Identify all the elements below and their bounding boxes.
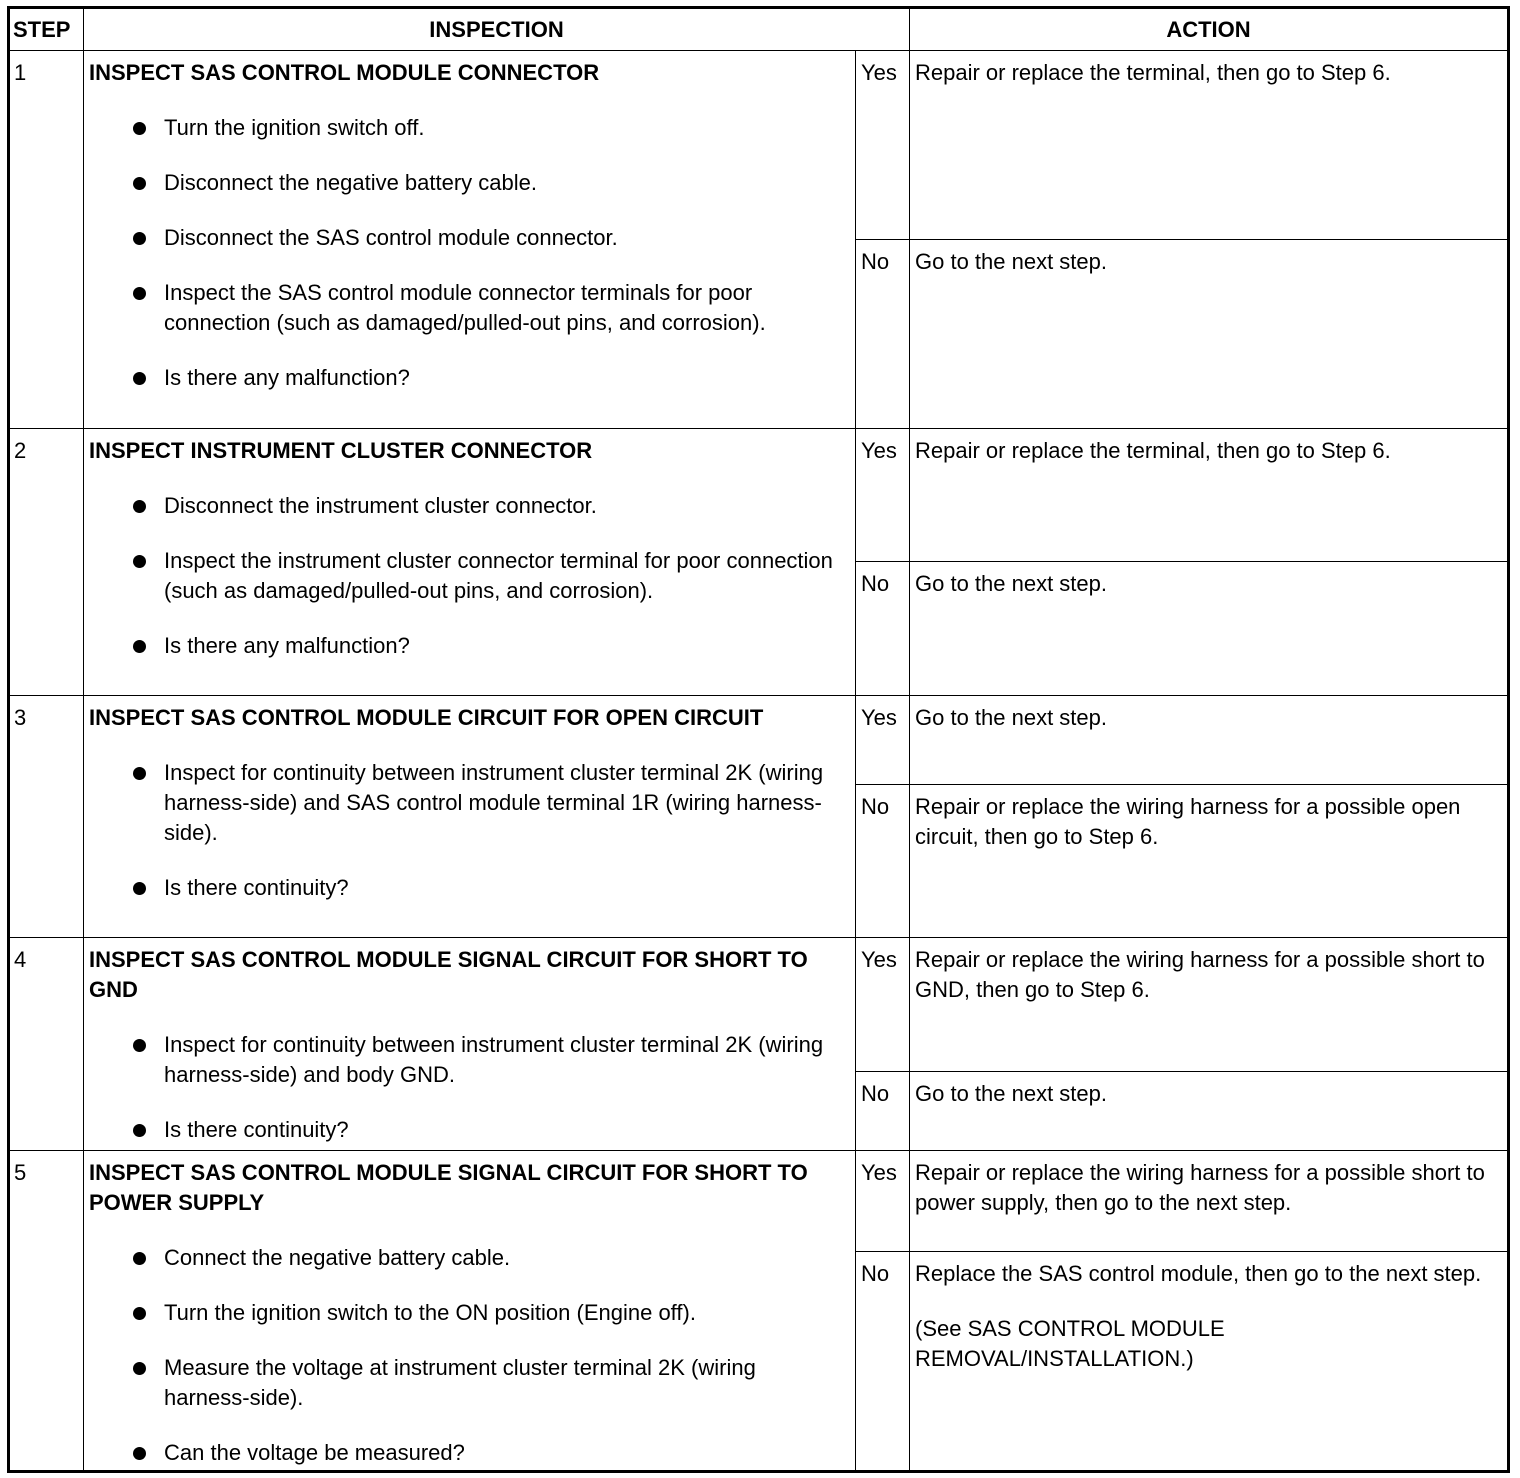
inspection-cell <box>84 51 856 429</box>
bullet-item: Connect the negative battery cable. <box>89 1243 847 1273</box>
bullet-item: Turn the ignition switch off. <box>89 113 847 143</box>
inspection-column-header: INSPECTION <box>84 8 910 51</box>
no-action-reference: (See SAS CONTROL MODULE REMOVAL/INSTALLATION.) <box>915 1316 1225 1371</box>
inspection-bullets <box>89 1243 847 1468</box>
no-action: Repair or replace the wiring harness for a possible open circuit, then go to Step 6. <box>910 785 1509 938</box>
step-row-yes <box>9 1151 1509 1252</box>
yes-action: Go to the next step. <box>910 696 1509 785</box>
no-label: No <box>856 1072 910 1151</box>
inspection-title: INSPECT INSTRUMENT CLUSTER CONNECTOR <box>89 438 593 463</box>
yes-action: Repair or replace the wiring harness for a possible short to power supply, then go to the next step. <box>910 1151 1509 1252</box>
header-row <box>9 8 1509 51</box>
bullet-item: Disconnect the instrument cluster connector. <box>89 491 847 521</box>
step-row-yes <box>9 51 1509 240</box>
no-label: No <box>856 1252 910 1472</box>
yes-action: Repair or replace the terminal, then go to Step 6. <box>910 429 1509 562</box>
inspection-cell <box>84 1151 856 1472</box>
diagnostic-table <box>7 6 1510 1473</box>
inspection-title: INSPECT SAS CONTROL MODULE SIGNAL CIRCUIT FOR SHORT TO GND <box>89 947 808 1002</box>
inspection-title: INSPECT SAS CONTROL MODULE CIRCUIT FOR OPEN CIRCUIT <box>89 705 764 730</box>
no-label: No <box>856 562 910 696</box>
no-label: No <box>856 240 910 429</box>
bullet-item: Is there any malfunction? <box>89 631 847 661</box>
no-action: Replace the SAS control module, then go to the next step. <box>915 1261 1482 1286</box>
yes-label: Yes <box>856 51 910 240</box>
yes-action: Repair or replace the wiring harness for a possible short to GND, then go to Step 6. <box>910 938 1509 1072</box>
yes-label: Yes <box>856 696 910 785</box>
inspection-bullets <box>89 1030 847 1145</box>
bullet-item: Is there continuity? <box>89 873 847 903</box>
yes-label: Yes <box>856 429 910 562</box>
bullet-item: Inspect for continuity between instrument cluster terminal 2K (wiring harness-side) and body GND. <box>89 1030 847 1090</box>
no-label: No <box>856 785 910 938</box>
step-row-yes <box>9 696 1509 785</box>
step-number: 5 <box>9 1151 84 1472</box>
step-number: 3 <box>9 696 84 938</box>
bullet-item: Is there continuity? <box>89 1115 847 1145</box>
yes-action: Repair or replace the terminal, then go to Step 6. <box>910 51 1509 240</box>
step-number: 1 <box>9 51 84 429</box>
no-action: Go to the next step. <box>910 1072 1509 1151</box>
inspection-bullets <box>89 491 847 661</box>
bullet-item: Measure the voltage at instrument cluster terminal 2K (wiring harness-side). <box>89 1353 847 1413</box>
inspection-cell <box>84 429 856 696</box>
bullet-item: Disconnect the SAS control module connector. <box>89 223 847 253</box>
inspection-title: INSPECT SAS CONTROL MODULE SIGNAL CIRCUIT FOR SHORT TO POWER SUPPLY <box>89 1160 808 1215</box>
bullet-item: Inspect the SAS control module connector terminals for poor connection (such as damaged/pulled-out pins, and corrosion). <box>89 278 847 338</box>
step-number: 2 <box>9 429 84 696</box>
no-action-cell <box>910 1252 1509 1472</box>
inspection-bullets <box>89 758 847 903</box>
yes-label: Yes <box>856 938 910 1072</box>
bullet-item: Is there any malfunction? <box>89 363 847 393</box>
step-row-yes <box>9 938 1509 1072</box>
action-column-header: ACTION <box>910 8 1509 51</box>
step-column-header: STEP <box>9 8 84 51</box>
inspection-procedure-table <box>7 6 1507 1473</box>
inspection-title: INSPECT SAS CONTROL MODULE CONNECTOR <box>89 60 600 85</box>
step-row-yes <box>9 429 1509 562</box>
bullet-item: Can the voltage be measured? <box>89 1438 847 1468</box>
bullet-item: Disconnect the negative battery cable. <box>89 168 847 198</box>
yes-label: Yes <box>856 1151 910 1252</box>
inspection-bullets <box>89 113 847 393</box>
no-action: Go to the next step. <box>910 240 1509 429</box>
bullet-item: Turn the ignition switch to the ON position (Engine off). <box>89 1298 847 1328</box>
no-action: Go to the next step. <box>910 562 1509 696</box>
bullet-item: Inspect the instrument cluster connector terminal for poor connection (such as damaged/pulled-out pins, and corrosion). <box>89 546 847 606</box>
inspection-cell <box>84 938 856 1151</box>
inspection-cell <box>84 696 856 938</box>
step-number: 4 <box>9 938 84 1151</box>
bullet-item: Inspect for continuity between instrument cluster terminal 2K (wiring harness-side) and SAS control module terminal 1R (wiring harness-side). <box>89 758 847 848</box>
